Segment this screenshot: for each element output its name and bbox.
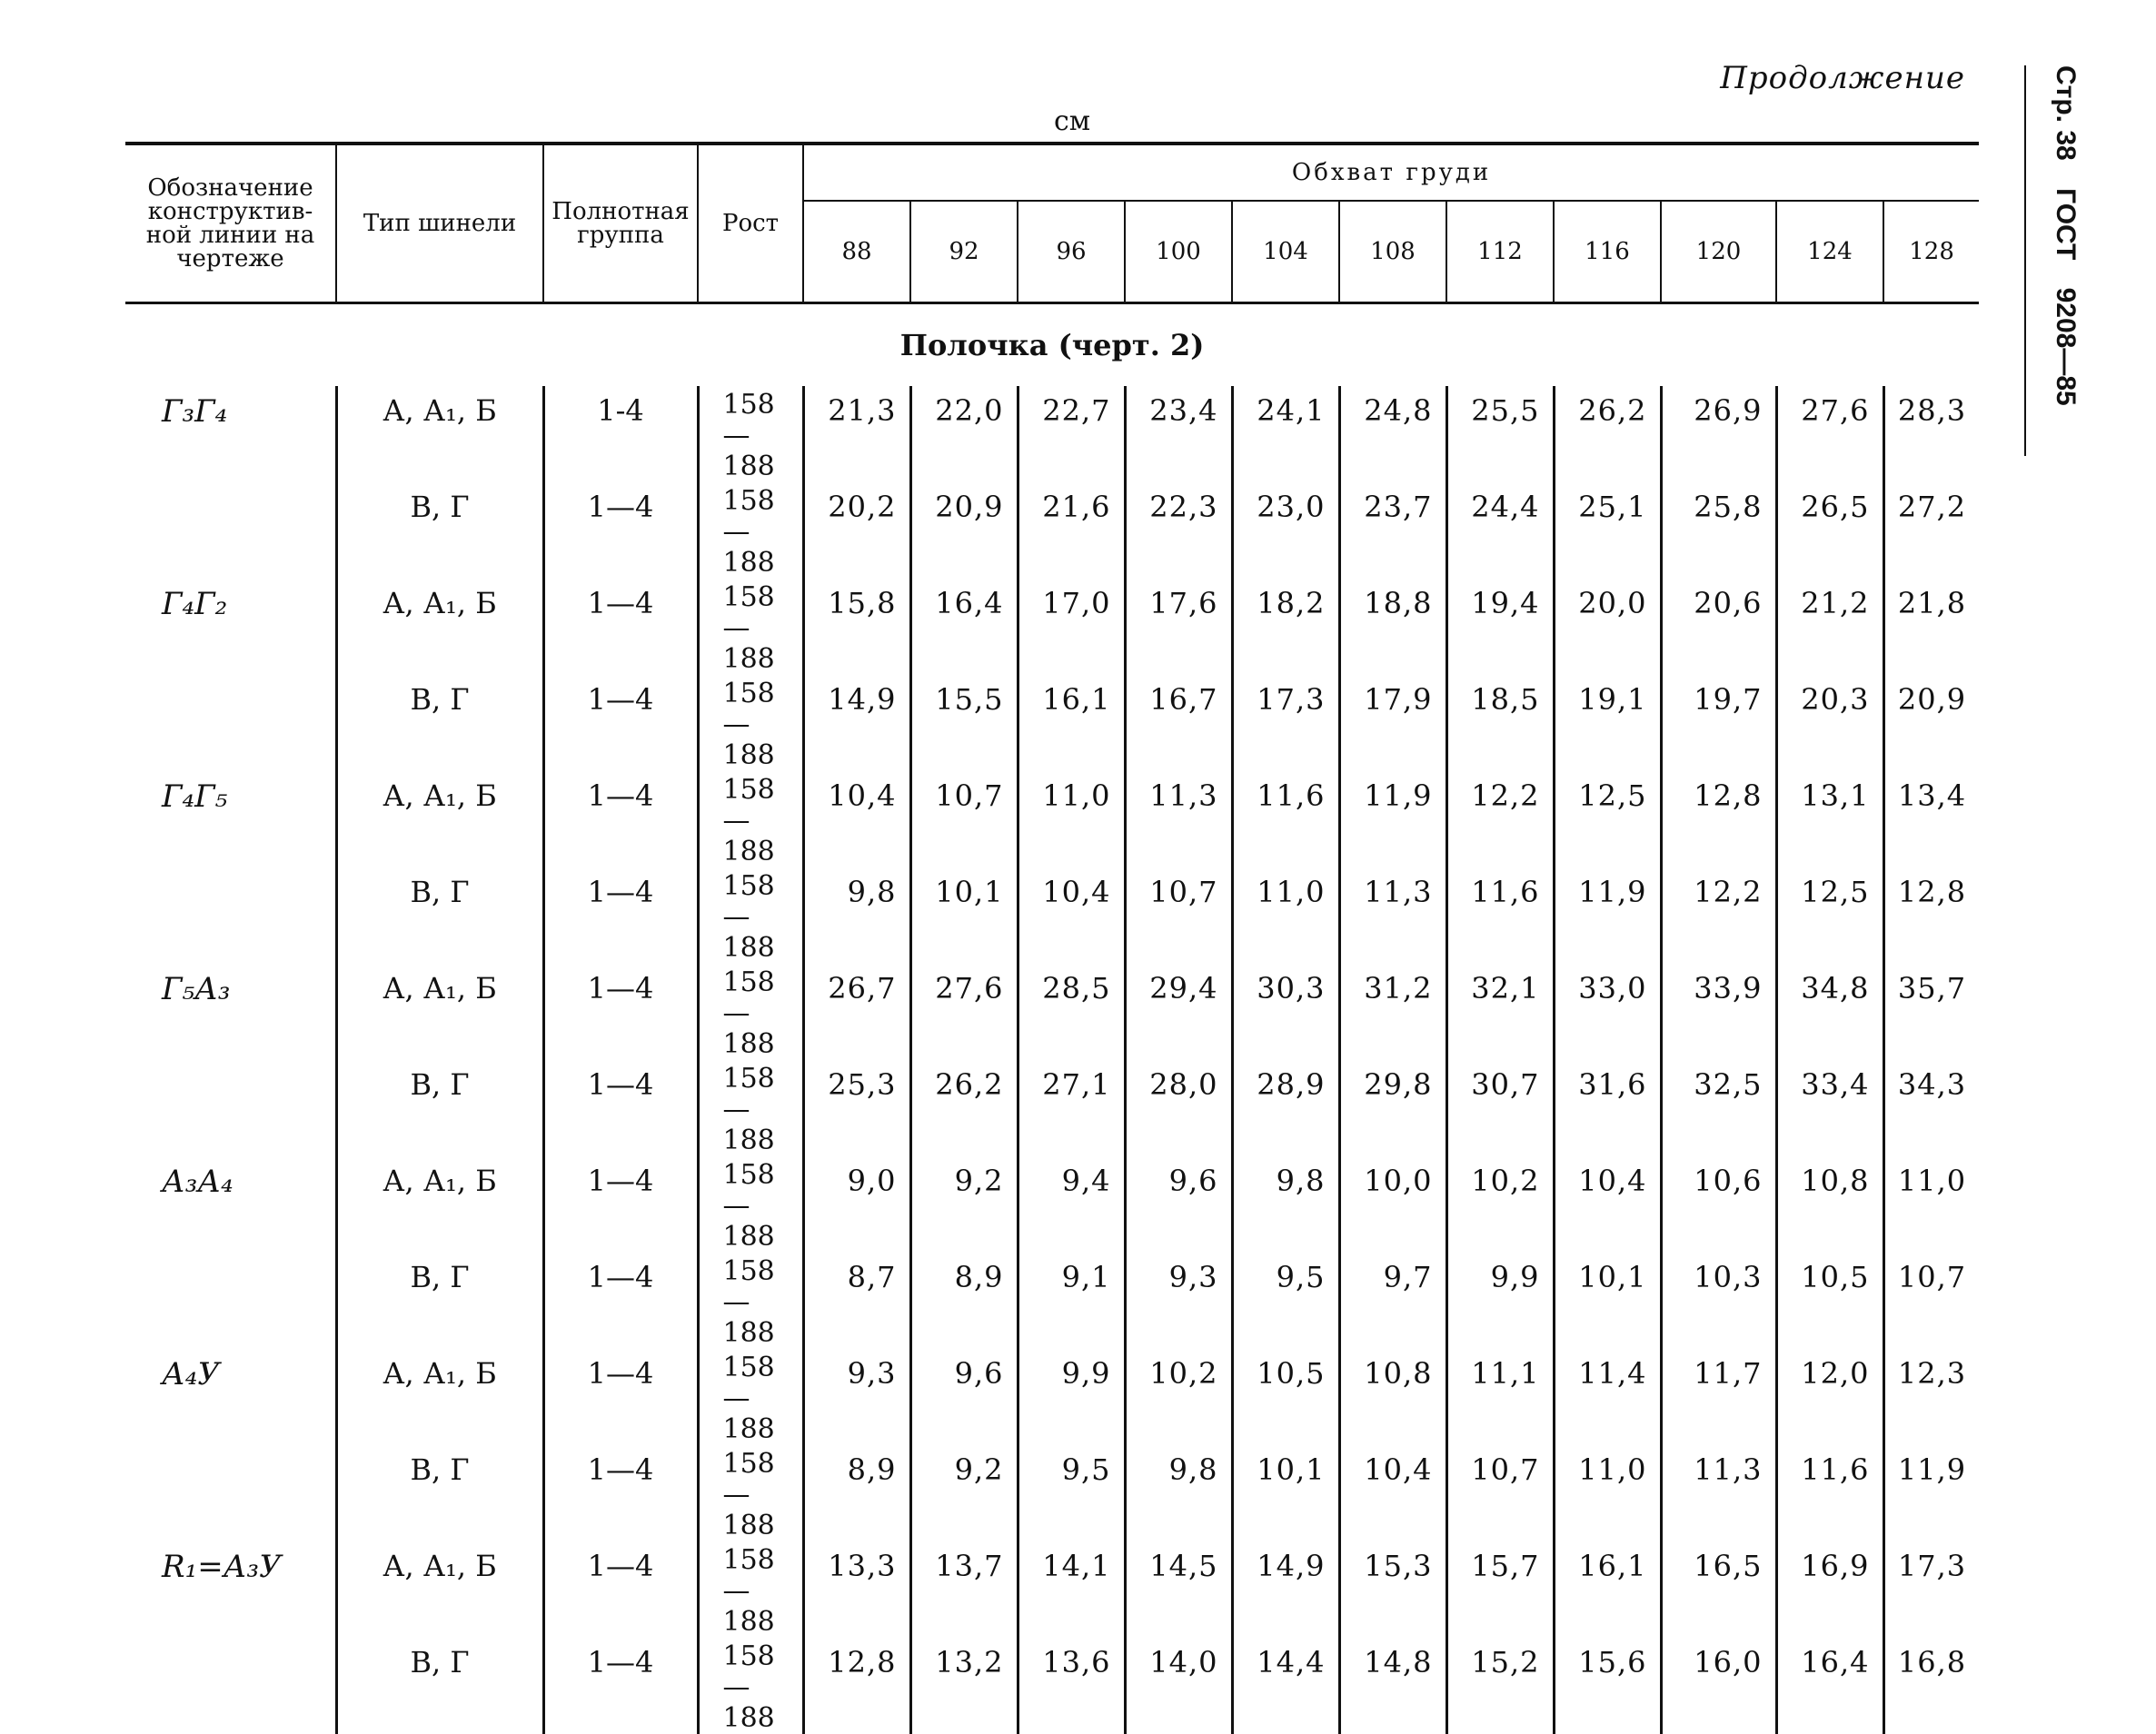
row-value: 9,0 [803,1156,910,1253]
row-value: 10,7 [1125,867,1232,964]
table-row [125,675,1979,771]
row-designation [125,675,336,771]
row-designation [125,867,336,964]
row-value: 11,3 [1339,867,1446,964]
row-value: 12,8 [1661,771,1776,867]
row-value: 33,0 [1554,964,1661,1060]
row-value: 19,1 [1554,675,1661,771]
row-value: 14,8 [1339,1638,1446,1734]
table-row [125,386,1979,482]
row-group: 1—4 [543,1156,698,1253]
row-height: 158—188 [698,386,803,482]
row-value: 12,3 [1883,1349,1979,1445]
row-designation: Г₄Г₂ [162,586,228,622]
row-value: 14,0 [1125,1638,1232,1734]
row-value: 32,5 [1661,1060,1776,1156]
row-value: 11,0 [1554,1445,1661,1541]
row-value: 22,3 [1125,482,1232,579]
row-value: 28,9 [1232,1060,1339,1156]
row-value: 33,9 [1661,964,1776,1060]
header-chest: Обхват груди [803,144,1979,201]
row-value: 10,2 [1125,1349,1232,1445]
header-chest-size: 88 [803,201,910,303]
row-value: 13,1 [1776,771,1883,867]
row-value: 35,7 [1883,964,1979,1060]
side-rule [2024,65,2026,456]
row-group: 1—4 [543,1253,698,1349]
row-value: 14,1 [1018,1541,1125,1638]
row-value: 10,3 [1661,1253,1776,1349]
row-value: 11,6 [1776,1445,1883,1541]
row-height: 158—188 [698,579,803,675]
row-value: 26,9 [1661,386,1776,482]
row-value: 10,7 [1446,1445,1554,1541]
row-group: 1—4 [543,675,698,771]
row-value: 16,9 [1776,1541,1883,1638]
row-value: 33,4 [1776,1060,1883,1156]
row-value: 20,6 [1661,579,1776,675]
table-row [125,1060,1979,1156]
row-value: 24,8 [1339,386,1446,482]
row-value: 9,3 [803,1349,910,1445]
row-value: 21,8 [1883,579,1979,675]
row-group: 1—4 [543,1445,698,1541]
row-value: 24,1 [1232,386,1339,482]
row-type: А, А₁, Б [336,1156,543,1253]
page-number: Стр. 38 [2051,65,2081,161]
row-type: А, А₁, Б [336,964,543,1060]
row-value: 27,2 [1883,482,1979,579]
row-type: А, А₁, Б [336,579,543,675]
table-row [125,1541,1979,1638]
row-value: 34,8 [1776,964,1883,1060]
row-type: А, А₁, Б [336,771,543,867]
row-height: 158—188 [698,1445,803,1541]
row-value: 18,5 [1446,675,1554,771]
table-body [125,386,1979,1734]
row-height: 158—188 [698,771,803,867]
row-height: 158—188 [698,1541,803,1638]
row-group: 1—4 [543,1541,698,1638]
row-value: 28,0 [1125,1060,1232,1156]
row-type: В, Г [336,482,543,579]
row-value: 16,4 [910,579,1018,675]
row-value: 9,1 [1018,1253,1125,1349]
row-value: 14,5 [1125,1541,1232,1638]
row-value: 9,8 [1232,1156,1339,1253]
row-type: А, А₁, Б [336,386,543,482]
row-value: 15,5 [910,675,1018,771]
row-value: 10,7 [1883,1253,1979,1349]
row-value: 11,9 [1339,771,1446,867]
row-value: 27,1 [1018,1060,1125,1156]
row-value: 10,1 [1232,1445,1339,1541]
row-value: 15,7 [1446,1541,1554,1638]
row-value: 10,5 [1776,1253,1883,1349]
header-chest-size: 108 [1339,201,1446,303]
row-value: 17,9 [1339,675,1446,771]
table-row [125,482,1979,579]
table-row [125,867,1979,964]
row-value: 25,8 [1661,482,1776,579]
row-value: 9,3 [1125,1253,1232,1349]
row-designation: А₃А₄ [162,1164,233,1200]
row-height: 158—188 [698,1253,803,1349]
row-value: 15,3 [1339,1541,1446,1638]
header-chest-size: 96 [1018,201,1125,303]
row-value: 10,5 [1232,1349,1339,1445]
section-title: Полочка (черт. 2) [899,328,1205,362]
row-value: 12,5 [1776,867,1883,964]
row-height: 158—188 [698,1156,803,1253]
row-value: 9,8 [803,867,910,964]
row-value: 32,1 [1446,964,1554,1060]
row-value: 13,7 [910,1541,1018,1638]
row-height: 158—188 [698,1349,803,1445]
row-type: А, А₁, Б [336,1349,543,1445]
table-row [125,1253,1979,1349]
row-value: 10,4 [1018,867,1125,964]
row-value: 10,7 [910,771,1018,867]
row-designation: R₁=А₃У [162,1549,282,1585]
row-value: 30,7 [1446,1060,1554,1156]
row-value: 21,2 [1776,579,1883,675]
row-value: 11,9 [1554,867,1661,964]
row-value: 20,9 [910,482,1018,579]
row-value: 11,4 [1554,1349,1661,1445]
row-value: 11,0 [1883,1156,1979,1253]
row-value: 11,9 [1883,1445,1979,1541]
row-value: 10,4 [803,771,910,867]
row-value: 8,9 [803,1445,910,1541]
row-value: 15,8 [803,579,910,675]
row-value: 13,2 [910,1638,1018,1734]
row-value: 10,8 [1339,1349,1446,1445]
header-designation: Обозначение конструктив-ной линии на чертеже [145,174,315,272]
table-row [125,1445,1979,1541]
row-value: 18,2 [1232,579,1339,675]
row-value: 9,4 [1018,1156,1125,1253]
row-value: 9,2 [910,1445,1018,1541]
row-type: В, Г [336,1253,543,1349]
row-value: 11,7 [1661,1349,1776,1445]
row-height: 158—188 [698,675,803,771]
row-value: 26,2 [910,1060,1018,1156]
row-value: 10,0 [1339,1156,1446,1253]
row-value: 25,3 [803,1060,910,1156]
row-value: 13,4 [1883,771,1979,867]
row-value: 12,8 [803,1638,910,1734]
row-value: 9,9 [1018,1349,1125,1445]
row-value: 26,7 [803,964,910,1060]
row-value: 20,3 [1776,675,1883,771]
row-value: 28,5 [1018,964,1125,1060]
row-group: 1—4 [543,964,698,1060]
row-value: 26,2 [1554,386,1661,482]
standard-name: ГОСТ [2051,188,2081,261]
row-type: В, Г [336,1445,543,1541]
row-designation: А₄У [162,1356,220,1392]
row-value: 25,1 [1554,482,1661,579]
row-value: 16,1 [1554,1541,1661,1638]
row-type: А, А₁, Б [336,1541,543,1638]
row-value: 23,0 [1232,482,1339,579]
row-value: 12,8 [1883,867,1979,964]
row-group: 1—4 [543,579,698,675]
row-group: 1-4 [543,386,698,482]
header-chest-size: 100 [1125,201,1232,303]
row-height: 158—188 [698,867,803,964]
row-value: 10,4 [1339,1445,1446,1541]
header-type: Тип шинели [336,144,543,303]
row-value: 8,7 [803,1253,910,1349]
row-value: 10,6 [1661,1156,1776,1253]
row-value: 12,2 [1661,867,1776,964]
row-value: 9,5 [1232,1253,1339,1349]
row-value: 17,6 [1125,579,1232,675]
row-value: 9,2 [910,1156,1018,1253]
table-row [125,1638,1979,1734]
row-value: 22,0 [910,386,1018,482]
row-value: 16,5 [1661,1541,1776,1638]
row-value: 10,1 [1554,1253,1661,1349]
row-type: В, Г [336,675,543,771]
row-value: 20,2 [803,482,910,579]
standard-number: 9208—85 [2051,287,2081,406]
row-height: 158—188 [698,482,803,579]
row-value: 12,2 [1446,771,1554,867]
row-value: 28,3 [1883,386,1979,482]
row-value: 19,7 [1661,675,1776,771]
row-group: 1—4 [543,482,698,579]
row-value: 9,9 [1446,1253,1554,1349]
row-value: 16,4 [1776,1638,1883,1734]
header-chest-size: 124 [1776,201,1883,303]
table-row [125,579,1979,675]
row-value: 21,6 [1018,482,1125,579]
header-chest-size: 112 [1446,201,1554,303]
row-value: 22,7 [1018,386,1125,482]
row-value: 13,6 [1018,1638,1125,1734]
row-value: 11,0 [1232,867,1339,964]
header-chest-size: 92 [910,201,1018,303]
row-value: 9,6 [910,1349,1018,1445]
row-value: 30,3 [1232,964,1339,1060]
row-value: 18,8 [1339,579,1446,675]
row-value: 11,6 [1232,771,1339,867]
row-value: 10,8 [1776,1156,1883,1253]
row-value: 29,4 [1125,964,1232,1060]
row-group: 1—4 [543,867,698,964]
row-value: 9,5 [1018,1445,1125,1541]
row-group: 1—4 [543,1060,698,1156]
table-row [125,1156,1979,1253]
row-value: 14,9 [1232,1541,1339,1638]
row-value: 31,6 [1554,1060,1661,1156]
continued-label: Продолжение [1720,60,1965,96]
page-side-label [2028,65,2079,456]
row-designation: Г₃Г₄ [162,393,228,430]
row-value: 14,9 [803,675,910,771]
row-value: 29,8 [1339,1060,1446,1156]
row-value: 27,6 [910,964,1018,1060]
header-group: Полнотная группа [543,144,698,303]
unit-label: см [1054,105,1091,137]
row-value: 23,4 [1125,386,1232,482]
measurements-table [125,142,1979,1734]
row-value: 17,3 [1883,1541,1979,1638]
row-value: 8,9 [910,1253,1018,1349]
header-chest-size: 116 [1554,201,1661,303]
row-value: 16,7 [1125,675,1232,771]
row-height: 158—188 [698,1638,803,1734]
row-designation [125,1060,336,1156]
row-value: 14,4 [1232,1638,1339,1734]
row-value: 12,5 [1554,771,1661,867]
row-value: 17,0 [1018,579,1125,675]
row-type: В, Г [336,1060,543,1156]
row-value: 11,1 [1446,1349,1554,1445]
row-value: 15,6 [1554,1638,1661,1734]
row-value: 31,2 [1339,964,1446,1060]
header-chest-size: 128 [1883,201,1979,303]
row-value: 26,5 [1776,482,1883,579]
row-value: 10,4 [1554,1156,1661,1253]
row-value: 16,0 [1661,1638,1776,1734]
row-value: 17,3 [1232,675,1339,771]
row-type: В, Г [336,1638,543,1734]
row-value: 21,3 [803,386,910,482]
header-chest-size: 120 [1661,201,1776,303]
header-height: Рост [698,144,803,303]
row-designation: Г₄Г₅ [162,778,228,815]
row-value: 11,3 [1661,1445,1776,1541]
row-value: 20,9 [1883,675,1979,771]
row-value: 10,2 [1446,1156,1554,1253]
row-height: 158—188 [698,964,803,1060]
row-value: 9,6 [1125,1156,1232,1253]
row-height: 158—188 [698,1060,803,1156]
row-group: 1—4 [543,771,698,867]
row-value: 15,2 [1446,1638,1554,1734]
row-value: 16,1 [1018,675,1125,771]
row-group: 1—4 [543,1638,698,1734]
row-value: 11,3 [1125,771,1232,867]
header-chest-size: 104 [1232,201,1339,303]
table-row [125,964,1979,1060]
row-value: 9,8 [1125,1445,1232,1541]
row-value: 19,4 [1446,579,1554,675]
row-value: 11,0 [1018,771,1125,867]
row-value: 12,0 [1776,1349,1883,1445]
row-value: 10,1 [910,867,1018,964]
row-designation [125,482,336,579]
row-value: 24,4 [1446,482,1554,579]
row-designation [125,1445,336,1541]
row-value: 25,5 [1446,386,1554,482]
row-value: 20,0 [1554,579,1661,675]
row-value: 34,3 [1883,1060,1979,1156]
row-value: 27,6 [1776,386,1883,482]
row-value: 13,3 [803,1541,910,1638]
row-group: 1—4 [543,1349,698,1445]
row-designation [125,1253,336,1349]
row-designation: Г₅А₃ [162,971,231,1007]
row-value: 16,8 [1883,1638,1979,1734]
table-row [125,1349,1979,1445]
row-value: 9,7 [1339,1253,1446,1349]
row-type: В, Г [336,867,543,964]
row-value: 11,6 [1446,867,1554,964]
table-row [125,771,1979,867]
row-value: 23,7 [1339,482,1446,579]
row-designation [125,1638,336,1734]
